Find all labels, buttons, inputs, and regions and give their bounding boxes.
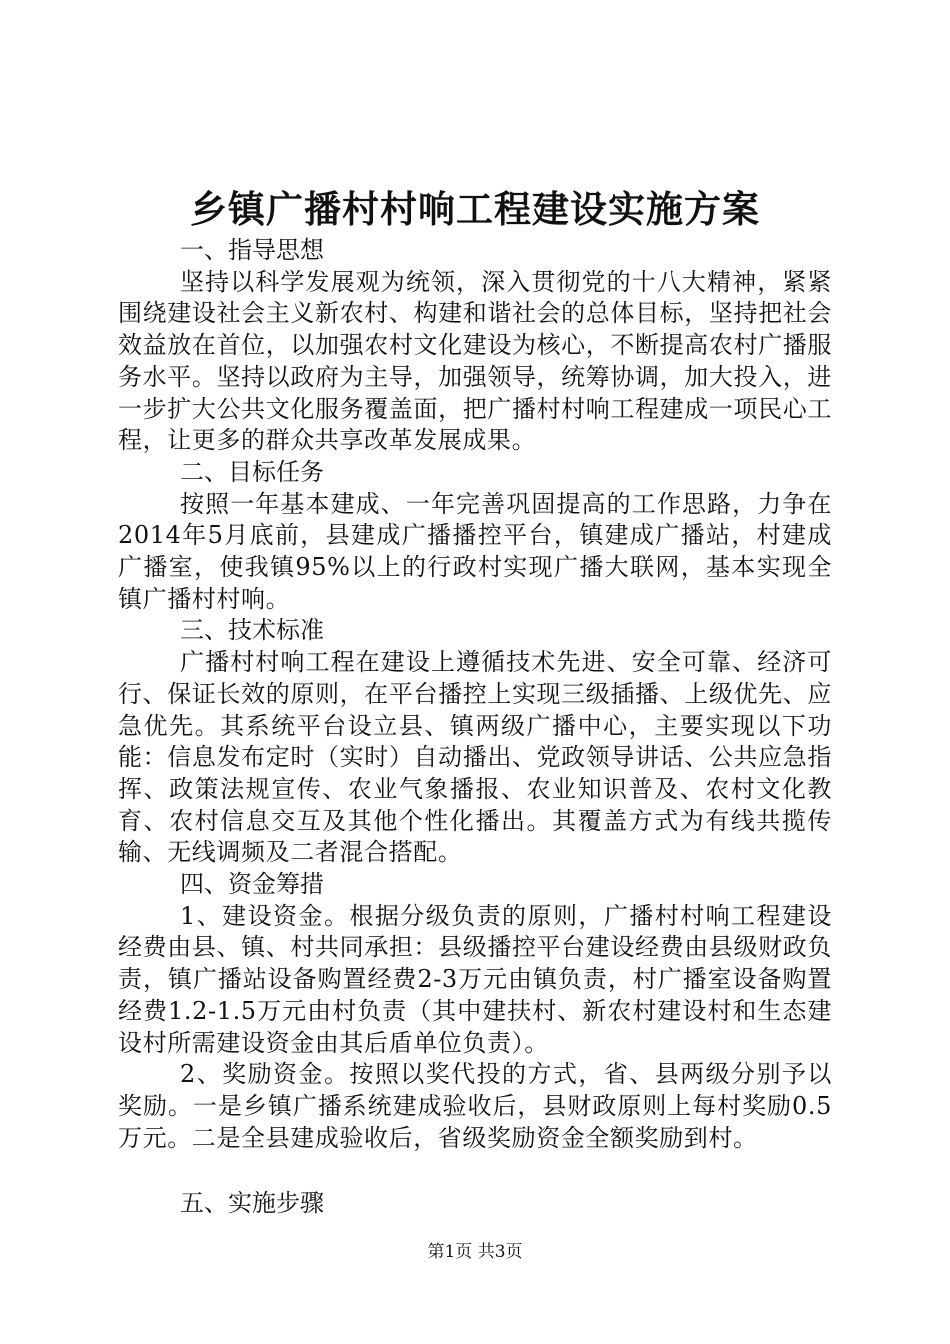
- section-heading: 一、指导思想: [180, 236, 324, 264]
- section-heading: 四、资金筹措: [180, 870, 324, 899]
- document-body: [118, 235, 832, 1220]
- paragraph: 1、建设资金。根据分级负责的原则，广播村村响工程建设经费由县、镇、村共同承担：县级播控平台建设经费由县级财政负责，镇广播站设备购置经费2-3万元由镇负责，村广播室设备购置经费1.2-1.5万元由村负责（其中建扶村、新农村建设村和生态建设村所需建设资金由其后盾单位负责）。: [118, 901, 832, 1057]
- paragraph: 按照一年基本建成、一年完善巩固提高的工作思路，力争在2014年5月底前，县建成广播播控平台，镇建成广播站，村建成广播室，使我镇95%以上的行政村实现广播大联网，基本实现全镇广播村村响。: [118, 489, 832, 613]
- page-footer: 第1页 共3页: [427, 1242, 523, 1262]
- spacer: [118, 1154, 832, 1188]
- section-heading: 二、目标任务: [180, 457, 324, 486]
- document-title: 乡镇广播村村响工程建设实施方案: [190, 187, 760, 231]
- section-heading: 五、实施步骤: [180, 1189, 324, 1218]
- paragraph: 2、奖励资金。按照以奖代投的方式，省、县两级分别予以奖励。一是乡镇广播系统建成验收后，县财政原则上每村奖励0.5万元。二是全县建成验收后，省级奖励资金全额奖励到村。: [118, 1060, 832, 1152]
- section-heading: 三、技术标准: [180, 616, 324, 645]
- paragraph: 坚持以科学发展观为统领，深入贯彻党的十八大精神，紧紧围绕建设社会主义新农村、构建和谐社会的总体目标，坚持把社会效益放在首位，以加强农村文化建设为核心，不断提高农村广播服务水平。坚持以政府为主导，加强领导，统筹协调，加大投入，进一步扩大公共文化服务覆盖面，把广播村村响工程建成一项民心工程，让更多的群众共享改革发展成果。: [118, 267, 832, 455]
- paragraph: 广播村村响工程在建设上遵循技术先进、安全可靠、经济可行、保证长效的原则，在平台播控上实现三级插播、上级优先、应急优先。其系统平台设立县、镇两级广播中心，主要实现以下功能：信息发布定时（实时）自动播出、党政领导讲话、公共应急指挥、政策法规宣传、农业气象播报、农业知识普及、农村文化教育、农村信息交互及其他个性化播出。其覆盖方式为有线共揽传输、无线调频及二者混合搭配。: [118, 648, 832, 867]
